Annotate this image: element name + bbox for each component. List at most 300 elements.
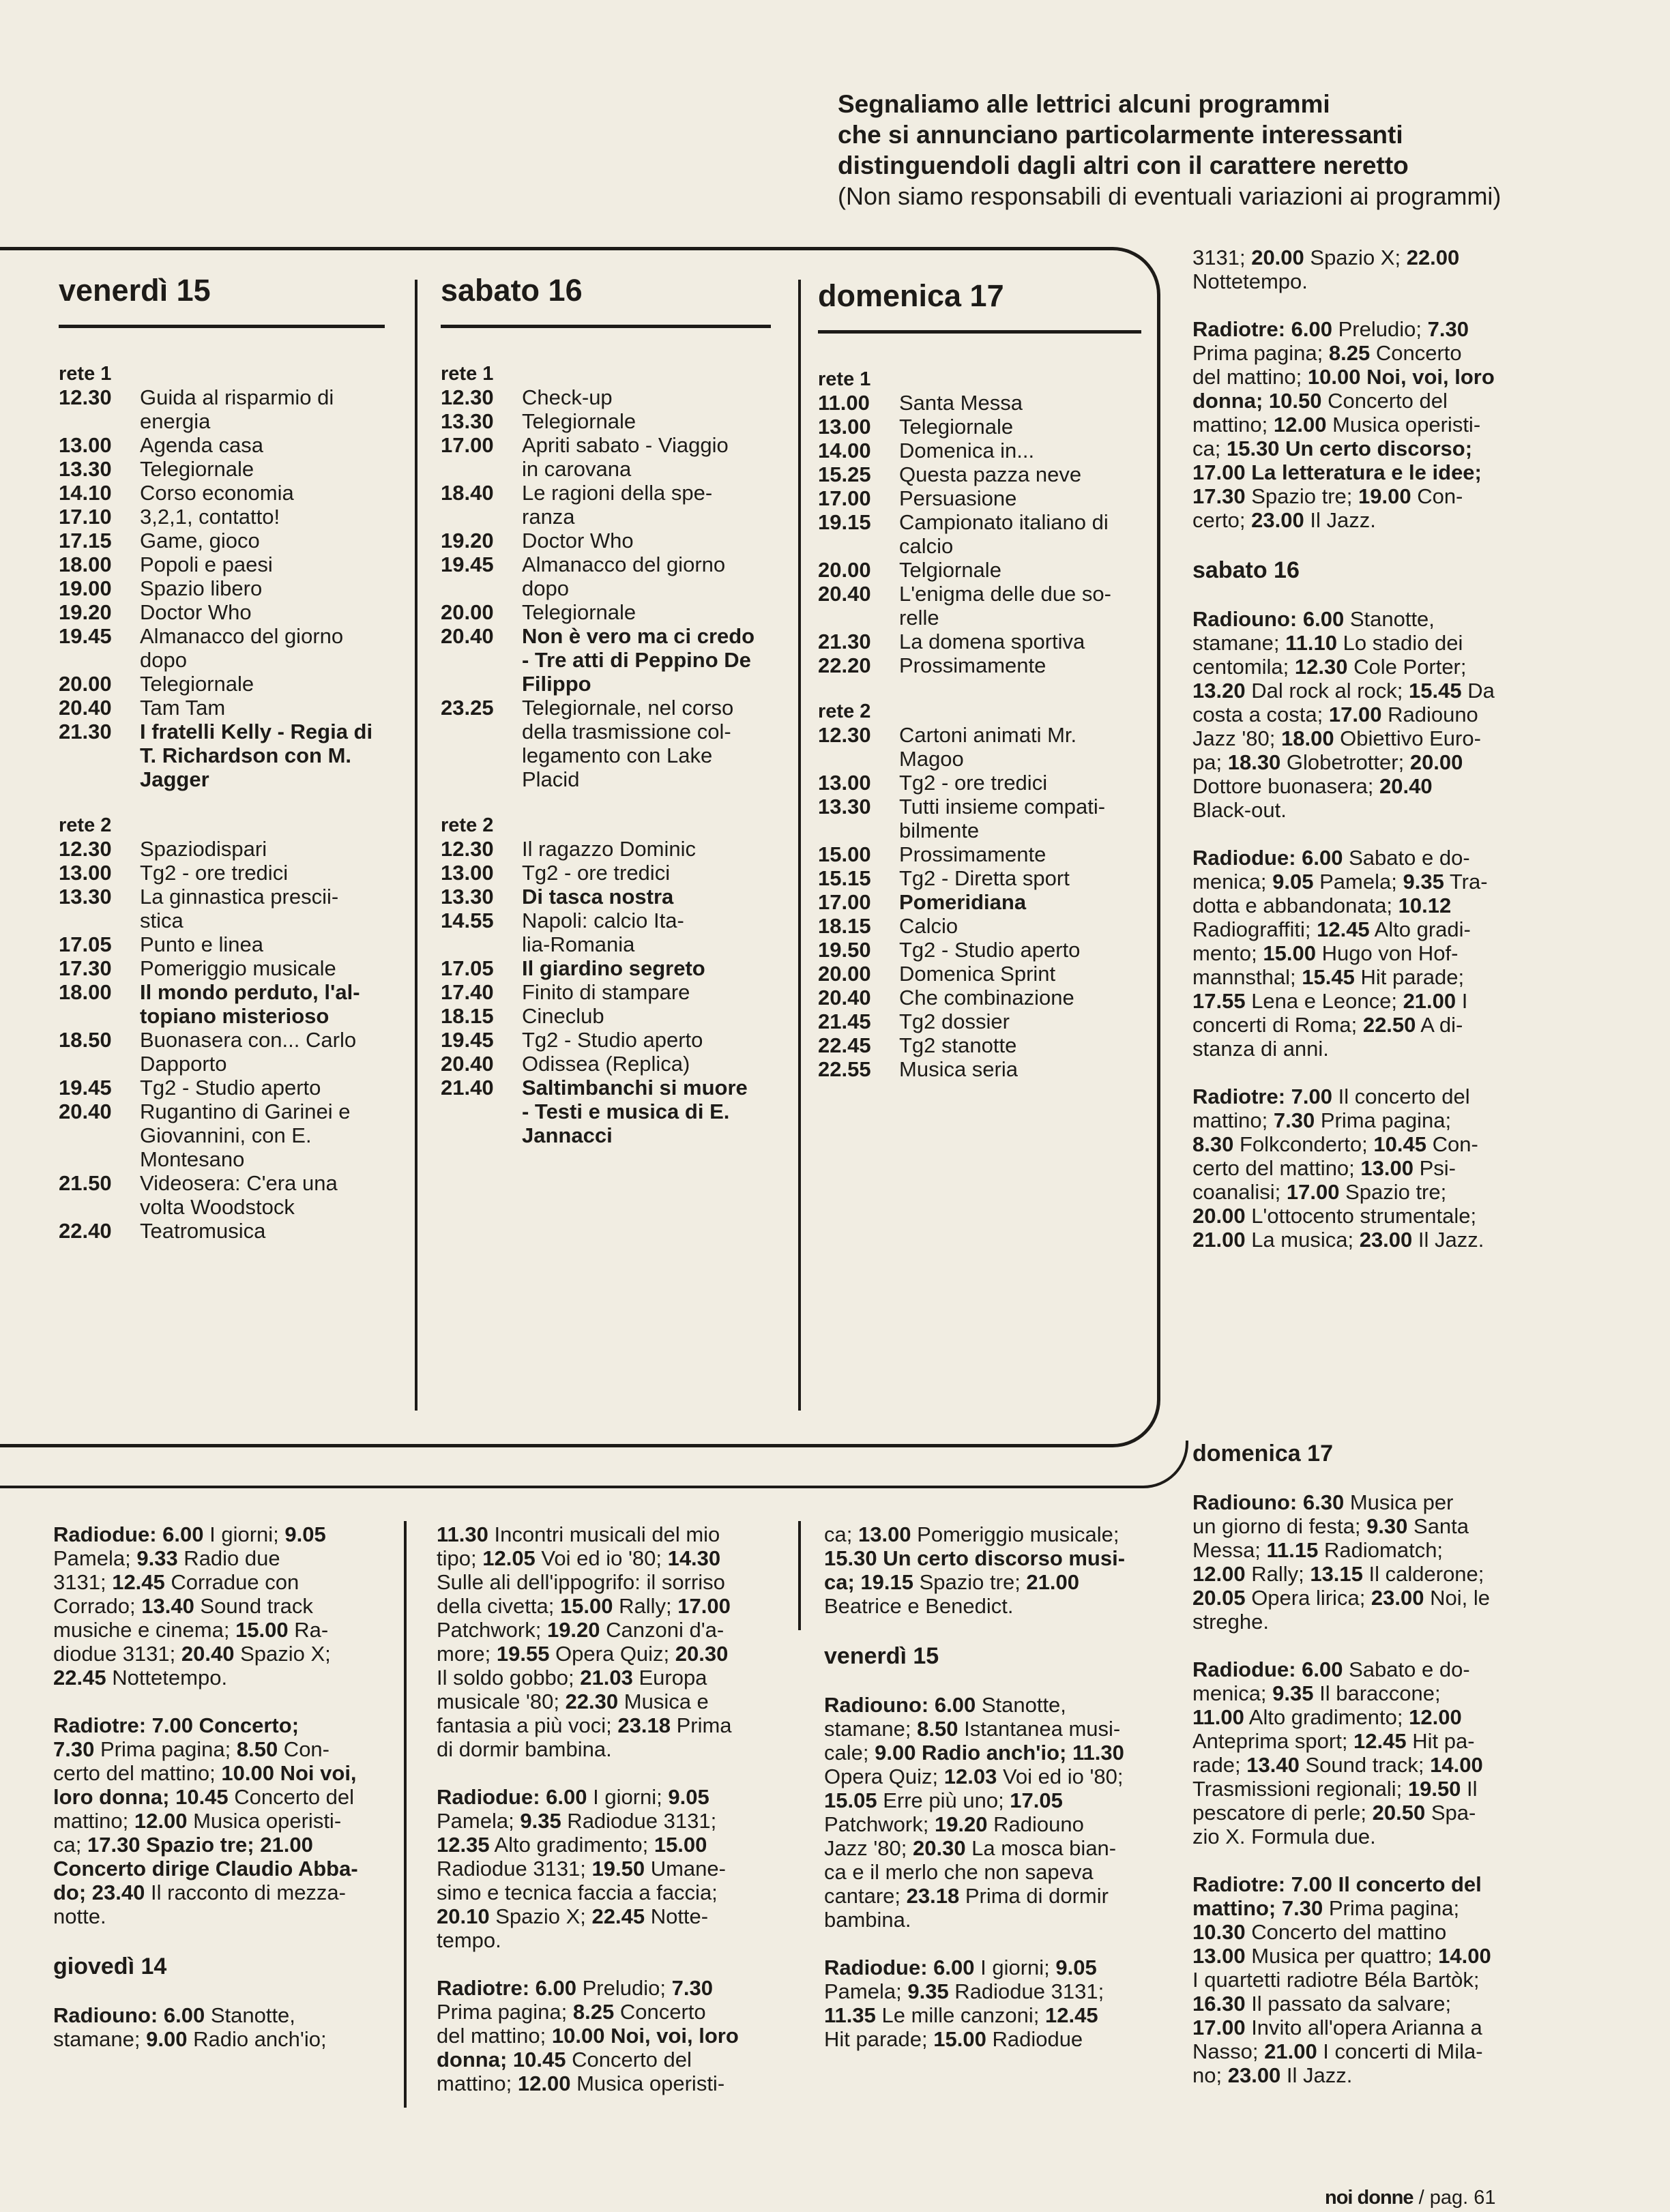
radio-highlight: 20.00 [1192, 1204, 1246, 1228]
radio-highlight: 21.00 [1192, 1228, 1246, 1252]
program-time: 17.30 [59, 956, 112, 980]
section-gap [818, 677, 1141, 700]
radio-highlight: 15.45 [1302, 965, 1355, 989]
program-row [818, 842, 1141, 866]
radio-highlight: 22.50 [1362, 1013, 1416, 1037]
program-title: Domenica in... [899, 439, 1035, 462]
radio-highlight: 15.30 Un certo discorso musi- ca; 19.15 [824, 1546, 1126, 1594]
program-row [818, 723, 1141, 771]
radio-highlight: 10.00 Noi voi, loro donna; 10.45 [53, 1761, 357, 1809]
radio-column [437, 1522, 768, 2095]
program-title: Spaziodispari [140, 837, 267, 861]
program-time: 17.10 [59, 505, 112, 529]
program-title: Agenda casa [140, 433, 263, 457]
program-time: 19.00 [59, 576, 112, 600]
radio-text: Patchwork; [824, 1812, 929, 1836]
radio-text: Notte- tempo. [437, 1904, 709, 1952]
program-row [818, 962, 1141, 986]
radio-highlight: 9.05 [1272, 870, 1314, 894]
radio-text: La musica; [1245, 1228, 1360, 1252]
radio-text: I concerti di Mila- no; [1192, 2039, 1483, 2087]
radio-text: Obiettivo Euro- pa; [1192, 726, 1481, 774]
program-row [818, 866, 1141, 890]
program-title: Il mondo perduto, l'al- topiano misterioso [140, 980, 360, 1028]
radio-highlight: 7.30 [1427, 317, 1469, 341]
program-row [441, 861, 771, 885]
radio-text: Cole Porter; [1353, 655, 1467, 679]
radio-text: Radiouno Jazz '80; [1192, 703, 1478, 750]
radio-text: Prima pagina; [1320, 1108, 1452, 1132]
program-time: 18.00 [59, 552, 112, 576]
program-row [818, 938, 1141, 962]
program-time: 20.00 [818, 558, 871, 582]
radio-text: Sound track musiche e cinema; [53, 1594, 313, 1642]
program-title: La ginnastica prescii- stica [140, 885, 339, 932]
radio-text: Rally; [613, 1594, 678, 1618]
program-time: 19.50 [818, 938, 871, 962]
radio-text: Incontri musicali del mio tipo; [437, 1522, 720, 1570]
radio-text: Spa- zio X. Formula due. [1192, 1801, 1476, 1848]
program-title: Odissea (Replica) [522, 1052, 690, 1076]
radio-text: Europa musicale '80; [437, 1666, 707, 1713]
program-row [59, 481, 385, 505]
program-row [441, 409, 771, 433]
radio-highlight: 11.10 [1285, 631, 1337, 655]
radio-text: Opera Quiz; [824, 1765, 939, 1788]
program-row [59, 600, 385, 624]
program-title: Spazio libero [140, 576, 263, 600]
program-title: Videosera: C'era una volta Woodstock [140, 1171, 338, 1219]
program-row [59, 433, 385, 457]
radio-text: Il pescatore di perle; [1192, 1777, 1478, 1825]
radio-highlight: 12.45 [1045, 2003, 1098, 2027]
radio-text: Il concerto del mattino; [1192, 1085, 1470, 1132]
radio-highlight: 10.45 [1373, 1132, 1426, 1156]
radio-highlight: 12.45 [1317, 917, 1370, 941]
radio-highlight: 10.30 [1192, 1920, 1246, 1944]
radio-listing [1192, 607, 1561, 822]
radio-text: Hit parade; [824, 2027, 928, 2051]
program-row [441, 1028, 771, 1052]
radio-highlight: 12.00 [1409, 1705, 1462, 1729]
program-title: Cineclub [522, 1004, 604, 1028]
radio-highlight: 13.00 [1192, 1944, 1246, 1968]
intro-line: Segnaliamo alle lettrici alcuni programmi [838, 90, 1330, 118]
radio-highlight: 13.40 [141, 1594, 194, 1618]
program-row [59, 720, 385, 791]
radio-text: 3131; [1192, 246, 1252, 269]
heading-rule [441, 325, 771, 328]
radio-text: Santa Messa; [1192, 1514, 1469, 1562]
program-row [441, 696, 771, 791]
radio-text: Radiouno Jazz '80; [824, 1812, 1084, 1860]
radio-text: Musica per un giorno di festa; [1192, 1490, 1454, 1538]
radio-highlight: Radiodue: 6.00 [1192, 846, 1343, 870]
radio-highlight: 12.00 [1273, 413, 1327, 437]
program-row [818, 510, 1141, 558]
radio-listing [437, 1522, 768, 1761]
program-title: Rugantino di Garinei e Giovannini, con E. Montesano [140, 1100, 351, 1171]
radio-text: Opera Quiz; [549, 1642, 675, 1666]
radio-text: Stanotte, stamane; [1192, 607, 1435, 655]
program-title: Persuasione [899, 486, 1017, 510]
radio-highlight: 17.00 [1192, 2016, 1246, 2039]
radio-listing [53, 1713, 381, 1928]
radio-highlight: 17.00 [677, 1594, 731, 1618]
radio-text: Il racconto di mezza- notte. [53, 1881, 346, 1928]
radio-highlight: 15.00 [235, 1618, 289, 1642]
program-title: L'enigma delle due so- relle [899, 582, 1111, 630]
radio-text: Radiomatch; [1324, 1538, 1444, 1562]
program-time: 13.30 [818, 795, 871, 819]
radio-text: Prima pagina; [437, 2000, 568, 2024]
program-title: Saltimbanchi si muore - Testi e musica di E. Jannacci [522, 1076, 748, 1147]
program-row [818, 415, 1141, 439]
program-time: 13.00 [59, 861, 112, 885]
radio-highlight: 11.30 [437, 1522, 488, 1546]
magazine-name: noi donne [1325, 2187, 1413, 2209]
radio-highlight: 22.45 [591, 1904, 645, 1928]
column-divider [798, 1521, 801, 1630]
column-divider [415, 280, 418, 1411]
radio-text: Voi ed io '80; [535, 1546, 668, 1570]
radio-text: Stanotte, stamane; [53, 2003, 295, 2051]
radio-highlight: 17.30 Spazio tre; 21.00 Concerto dirige Claudio Abba- do; 23.40 [53, 1833, 358, 1904]
radio-column [1192, 246, 1561, 1275]
radio-highlight: 23.00 [1251, 508, 1304, 532]
program-title: Napoli: calcio Ita- lia-Romania [522, 909, 684, 956]
program-row [441, 600, 771, 624]
radio-text: Prima di dormir bambina. [824, 1884, 1109, 1932]
program-time: 12.30 [59, 837, 112, 861]
radio-highlight: 15.00 [654, 1833, 707, 1857]
radio-listing [1192, 846, 1561, 1061]
radio-text: Musica e fantasia a più voci; [437, 1690, 709, 1737]
radio-text: Sabato e do- menica; [1192, 1657, 1470, 1705]
radio-highlight: 9.35 [1272, 1681, 1314, 1705]
program-time: 18.40 [441, 481, 494, 505]
program-title: Tg2 - ore tredici [899, 771, 1048, 795]
radio-highlight: 10.00 Noi, voi, loro donna; 10.50 [1192, 365, 1495, 413]
radio-highlight: Radiodue: 6.00 [53, 1522, 204, 1546]
radio-text: I giorni; [974, 1956, 1056, 1979]
program-time: 13.30 [441, 885, 494, 909]
program-row [818, 630, 1141, 653]
radio-highlight: 23.00 [1371, 1586, 1424, 1610]
program-time: 13.30 [441, 409, 494, 433]
tv-day-column [59, 271, 385, 1243]
program-time: 20.40 [441, 624, 494, 648]
program-row [441, 1052, 771, 1076]
radio-text: Musica operisti- ca; [53, 1809, 342, 1857]
outer-frame-line [0, 1441, 1188, 1488]
radio-highlight: 15.45 [1409, 679, 1462, 703]
radio-text: Spazio X; [489, 1904, 592, 1928]
program-title: Tutti insieme compati- bilmente [899, 795, 1106, 842]
radio-listing [1192, 1872, 1561, 2087]
radio-highlight: 21.00 [1403, 989, 1456, 1013]
radio-highlight: 16.30 [1192, 1992, 1246, 2016]
radio-text: Concerto del mattino; [1192, 341, 1462, 389]
radio-highlight: 13.40 [1246, 1753, 1300, 1777]
radio-highlight: 17.00 [1286, 1180, 1340, 1204]
radio-highlight: 15.00 [559, 1594, 613, 1618]
radio-highlight: 12.00 [517, 2071, 571, 2095]
radio-highlight: 9.30 [1366, 1514, 1408, 1538]
program-row [818, 462, 1141, 486]
column-divider [798, 280, 801, 1411]
program-title: Check-up [522, 385, 613, 409]
radio-text: Radiodue [986, 2027, 1083, 2051]
radio-highlight: 18.30 [1227, 750, 1281, 774]
program-title: Il ragazzo Dominic [522, 837, 696, 861]
radio-text: Hit pa- rade; [1192, 1729, 1475, 1777]
program-title: Telegiornale, nel corso della trasmissione col- legamento con Lake Placid [522, 696, 734, 791]
radio-listing [1192, 1085, 1561, 1252]
radio-highlight: 14.00 [1438, 1944, 1491, 1968]
program-time: 14.55 [441, 909, 494, 932]
radio-highlight: 21.03 [580, 1666, 633, 1690]
program-row [59, 672, 385, 696]
radio-highlight: Radiodue: 6.00 [824, 1956, 975, 1979]
radio-text: Preludio; [1332, 317, 1428, 341]
day-heading: venerdì 15 [59, 273, 211, 308]
radio-listing [1192, 1657, 1561, 1848]
radio-text: A di- stanza di anni. [1192, 1013, 1463, 1061]
radio-text: Dottore buonasera; [1192, 774, 1374, 798]
radio-text: Spazio X; [240, 1642, 331, 1666]
radio-highlight: 20.40 [181, 1642, 235, 1666]
program-time: 12.30 [59, 385, 112, 409]
radio-text: Spazio X; [1304, 246, 1407, 269]
program-title: La domena sportiva [899, 630, 1085, 653]
program-time: 12.30 [441, 837, 494, 861]
network-label: rete 1 [441, 363, 494, 385]
program-title: Telgiornale [899, 558, 1001, 582]
intro-line: che si annunciano particolarmente interessanti [838, 121, 1403, 149]
radio-highlight: 17.00 [1328, 703, 1382, 726]
program-time: 20.00 [818, 962, 871, 986]
program-time: 13.30 [59, 457, 112, 481]
program-title: Popoli e paesi [140, 552, 273, 576]
radio-text: Pomeriggio musicale; [917, 1522, 1119, 1546]
radio-text: Noi, le streghe. [1192, 1586, 1490, 1634]
day-heading: domenica 17 [818, 278, 1004, 313]
program-title: Teatromusica [140, 1219, 266, 1243]
program-title: Pomeridiana [899, 890, 1027, 914]
radio-highlight: 14.00 [1430, 1753, 1483, 1777]
radio-text: Invito all'opera Arianna a Nasso; [1192, 2016, 1482, 2063]
program-time: 13.00 [818, 415, 871, 439]
program-time: 12.30 [441, 385, 494, 409]
radio-highlight: 23.00 [1359, 1228, 1413, 1252]
radio-highlight: Radiouno: 6.00 [1192, 607, 1345, 631]
day-heading: sabato 16 [441, 273, 583, 308]
program-row [818, 795, 1141, 842]
radio-text: Sulle ali dell'ippogrifo: il sorriso della civetta; [437, 1570, 725, 1618]
radio-text: Alto gradi- mento; [1192, 917, 1471, 965]
program-time: 19.45 [59, 624, 112, 648]
radio-text: ca; [824, 1522, 858, 1546]
radio-text: Preludio; [576, 1976, 672, 2000]
program-row [59, 861, 385, 885]
radio-highlight: 20.00 [1409, 750, 1463, 774]
radio-text: Erre più uno; [877, 1788, 1010, 1812]
radio-highlight: Radiotre: 7.00 [1192, 1085, 1333, 1108]
program-row [59, 980, 385, 1028]
program-row [818, 558, 1141, 582]
program-time: 20.40 [59, 696, 112, 720]
radio-text: Ra- diodue 3131; [53, 1618, 329, 1666]
program-title: Questa pazza neve [899, 462, 1082, 486]
program-title: Game, gioco [140, 529, 260, 552]
radio-text: Il Jazz. [1304, 508, 1376, 532]
radio-highlight: 20.00 [1251, 246, 1304, 269]
radio-highlight: 21.00 [1026, 1570, 1079, 1594]
network-label: rete 2 [818, 701, 871, 722]
program-time: 14.00 [818, 439, 871, 462]
program-row [59, 385, 385, 433]
program-row [441, 909, 771, 956]
program-row [59, 1171, 385, 1219]
program-row [441, 433, 771, 481]
radio-listing [437, 1785, 768, 1952]
radio-text: Il Jazz. [1412, 1228, 1484, 1252]
program-title: Cartoni animati Mr. Magoo [899, 723, 1077, 771]
radio-highlight: 12.45 [112, 1570, 165, 1594]
radio-day-heading: giovedì 14 [53, 1953, 167, 1979]
program-row [59, 1100, 385, 1171]
radio-highlight: 12.05 [482, 1546, 536, 1570]
program-time: 17.00 [441, 433, 494, 457]
radio-text: Hugo von Hof- mannsthal; [1192, 941, 1459, 989]
radio-text: Radio anch'io; [187, 2027, 327, 2051]
program-time: 21.50 [59, 1171, 112, 1195]
radio-text: Alto gradimento; [1244, 1705, 1409, 1729]
radio-highlight: 15.00 [933, 2027, 986, 2051]
radio-text: Anteprima sport; [1192, 1729, 1348, 1753]
footer-separator: / [1413, 2187, 1430, 2209]
program-time: 15.00 [818, 842, 871, 866]
radio-highlight: Radiotre: 6.00 [1192, 317, 1333, 341]
program-row [441, 956, 771, 980]
program-row [818, 1057, 1141, 1081]
radio-highlight: 13.15 [1310, 1562, 1363, 1586]
program-time: 18.00 [59, 980, 112, 1004]
radio-highlight: 8.50 [917, 1717, 958, 1741]
radio-text: Tra- dotta e abbandonata; [1192, 870, 1488, 917]
program-row [59, 457, 385, 481]
program-title: Tg2 - ore tredici [522, 861, 671, 885]
radio-highlight: 7.30 [671, 1976, 713, 2000]
radio-highlight: 14.30 [667, 1546, 721, 1570]
radio-highlight: 23.18 [906, 1884, 960, 1908]
program-time: 20.40 [818, 986, 871, 1009]
section-gap [59, 791, 385, 814]
program-title: Corso economia [140, 481, 294, 505]
radio-text: Con- certo del mattino; [53, 1737, 329, 1785]
program-time: 21.30 [818, 630, 871, 653]
radio-highlight: 10.00 Noi, voi, loro donna; 10.45 [437, 2024, 739, 2071]
program-time: 19.45 [441, 1028, 494, 1052]
radio-listing [1192, 1490, 1561, 1634]
radio-text: Da costa a costa; [1192, 679, 1495, 726]
radio-text: Lo stadio dei centomila; [1192, 631, 1463, 679]
program-row [441, 1076, 771, 1147]
radio-highlight: 20.40 [1379, 774, 1433, 798]
program-time: 17.15 [59, 529, 112, 552]
radio-highlight: 9.35 [520, 1809, 561, 1833]
heading-rule [818, 330, 1141, 334]
program-title: Tg2 - Studio aperto [140, 1076, 321, 1100]
program-row [59, 529, 385, 552]
radio-text: Con- certo del mattino; [1192, 1132, 1478, 1180]
radio-text: Concerto del mattino; [437, 2000, 706, 2048]
radio-text: Opera lirica; [1245, 1586, 1371, 1610]
page-footer [1325, 2186, 1495, 2209]
program-title: Telegiornale [140, 672, 254, 696]
radio-highlight: 9.35 [907, 1979, 949, 2003]
program-row [818, 582, 1141, 630]
radio-text: Le mille canzoni; [875, 2003, 1045, 2027]
radio-text: Nottetempo. [106, 1666, 228, 1690]
program-row [59, 956, 385, 980]
radio-text: Hit parade; [1360, 965, 1465, 989]
program-time: 20.00 [441, 600, 494, 624]
program-time: 21.30 [59, 720, 112, 743]
radio-day-heading: domenica 17 [1192, 1441, 1333, 1466]
program-row [818, 986, 1141, 1009]
radio-text: Voi ed io '80; [1002, 1765, 1124, 1788]
radio-text: Musica operisti- [570, 2071, 725, 2095]
program-row [441, 481, 771, 529]
radio-highlight: 20.30 [912, 1836, 966, 1860]
program-row [59, 696, 385, 720]
radio-highlight: Radiodue: 6.00 [437, 1785, 587, 1809]
radio-highlight: 9.00 Radio anch'io; 11.30 [875, 1741, 1124, 1765]
radio-day-heading: sabato 16 [1192, 557, 1300, 583]
radio-text: Radiograffiti; [1192, 917, 1311, 941]
program-row [441, 1004, 771, 1028]
program-row [441, 837, 771, 861]
radio-highlight: 8.25 [572, 2000, 615, 2024]
radio-text: Alto gradimento; [489, 1833, 654, 1857]
radio-listing [1192, 317, 1561, 532]
radio-highlight: 9.33 [136, 1546, 178, 1570]
radio-text: Beatrice e Benedict. [824, 1594, 1014, 1618]
program-title: I fratelli Kelly - Regia di T. Richardson con M. Jagger [140, 720, 373, 791]
radio-highlight: 9.35 [1403, 870, 1444, 894]
program-row [441, 885, 771, 909]
program-row [441, 529, 771, 552]
radio-text: Pamela; [53, 1546, 131, 1570]
radio-text: Radiodue 3131; [567, 1809, 717, 1833]
radio-highlight: 15.00 [1263, 941, 1316, 965]
radio-text: Il passato da salvare; [1251, 1992, 1452, 2016]
program-title: Apriti sabato - Viaggio in carovana [522, 433, 729, 481]
radio-highlight: 23.18 [617, 1713, 671, 1737]
program-time: 22.55 [818, 1057, 871, 1081]
radio-highlight: Radiouno: 6.30 [1192, 1490, 1345, 1514]
radio-text: Musica operisti- ca; [1192, 413, 1481, 460]
radio-highlight: 9.05 [284, 1522, 326, 1546]
program-title: Guida al risparmio di energia [140, 385, 334, 433]
program-title: Buonasera con... Carlo Dapporto [140, 1028, 357, 1076]
radio-day-heading: venerdì 15 [824, 1643, 939, 1669]
program-row [818, 1009, 1141, 1033]
radio-highlight: 8.50 [236, 1737, 278, 1761]
radio-highlight: 19.20 [546, 1618, 600, 1642]
